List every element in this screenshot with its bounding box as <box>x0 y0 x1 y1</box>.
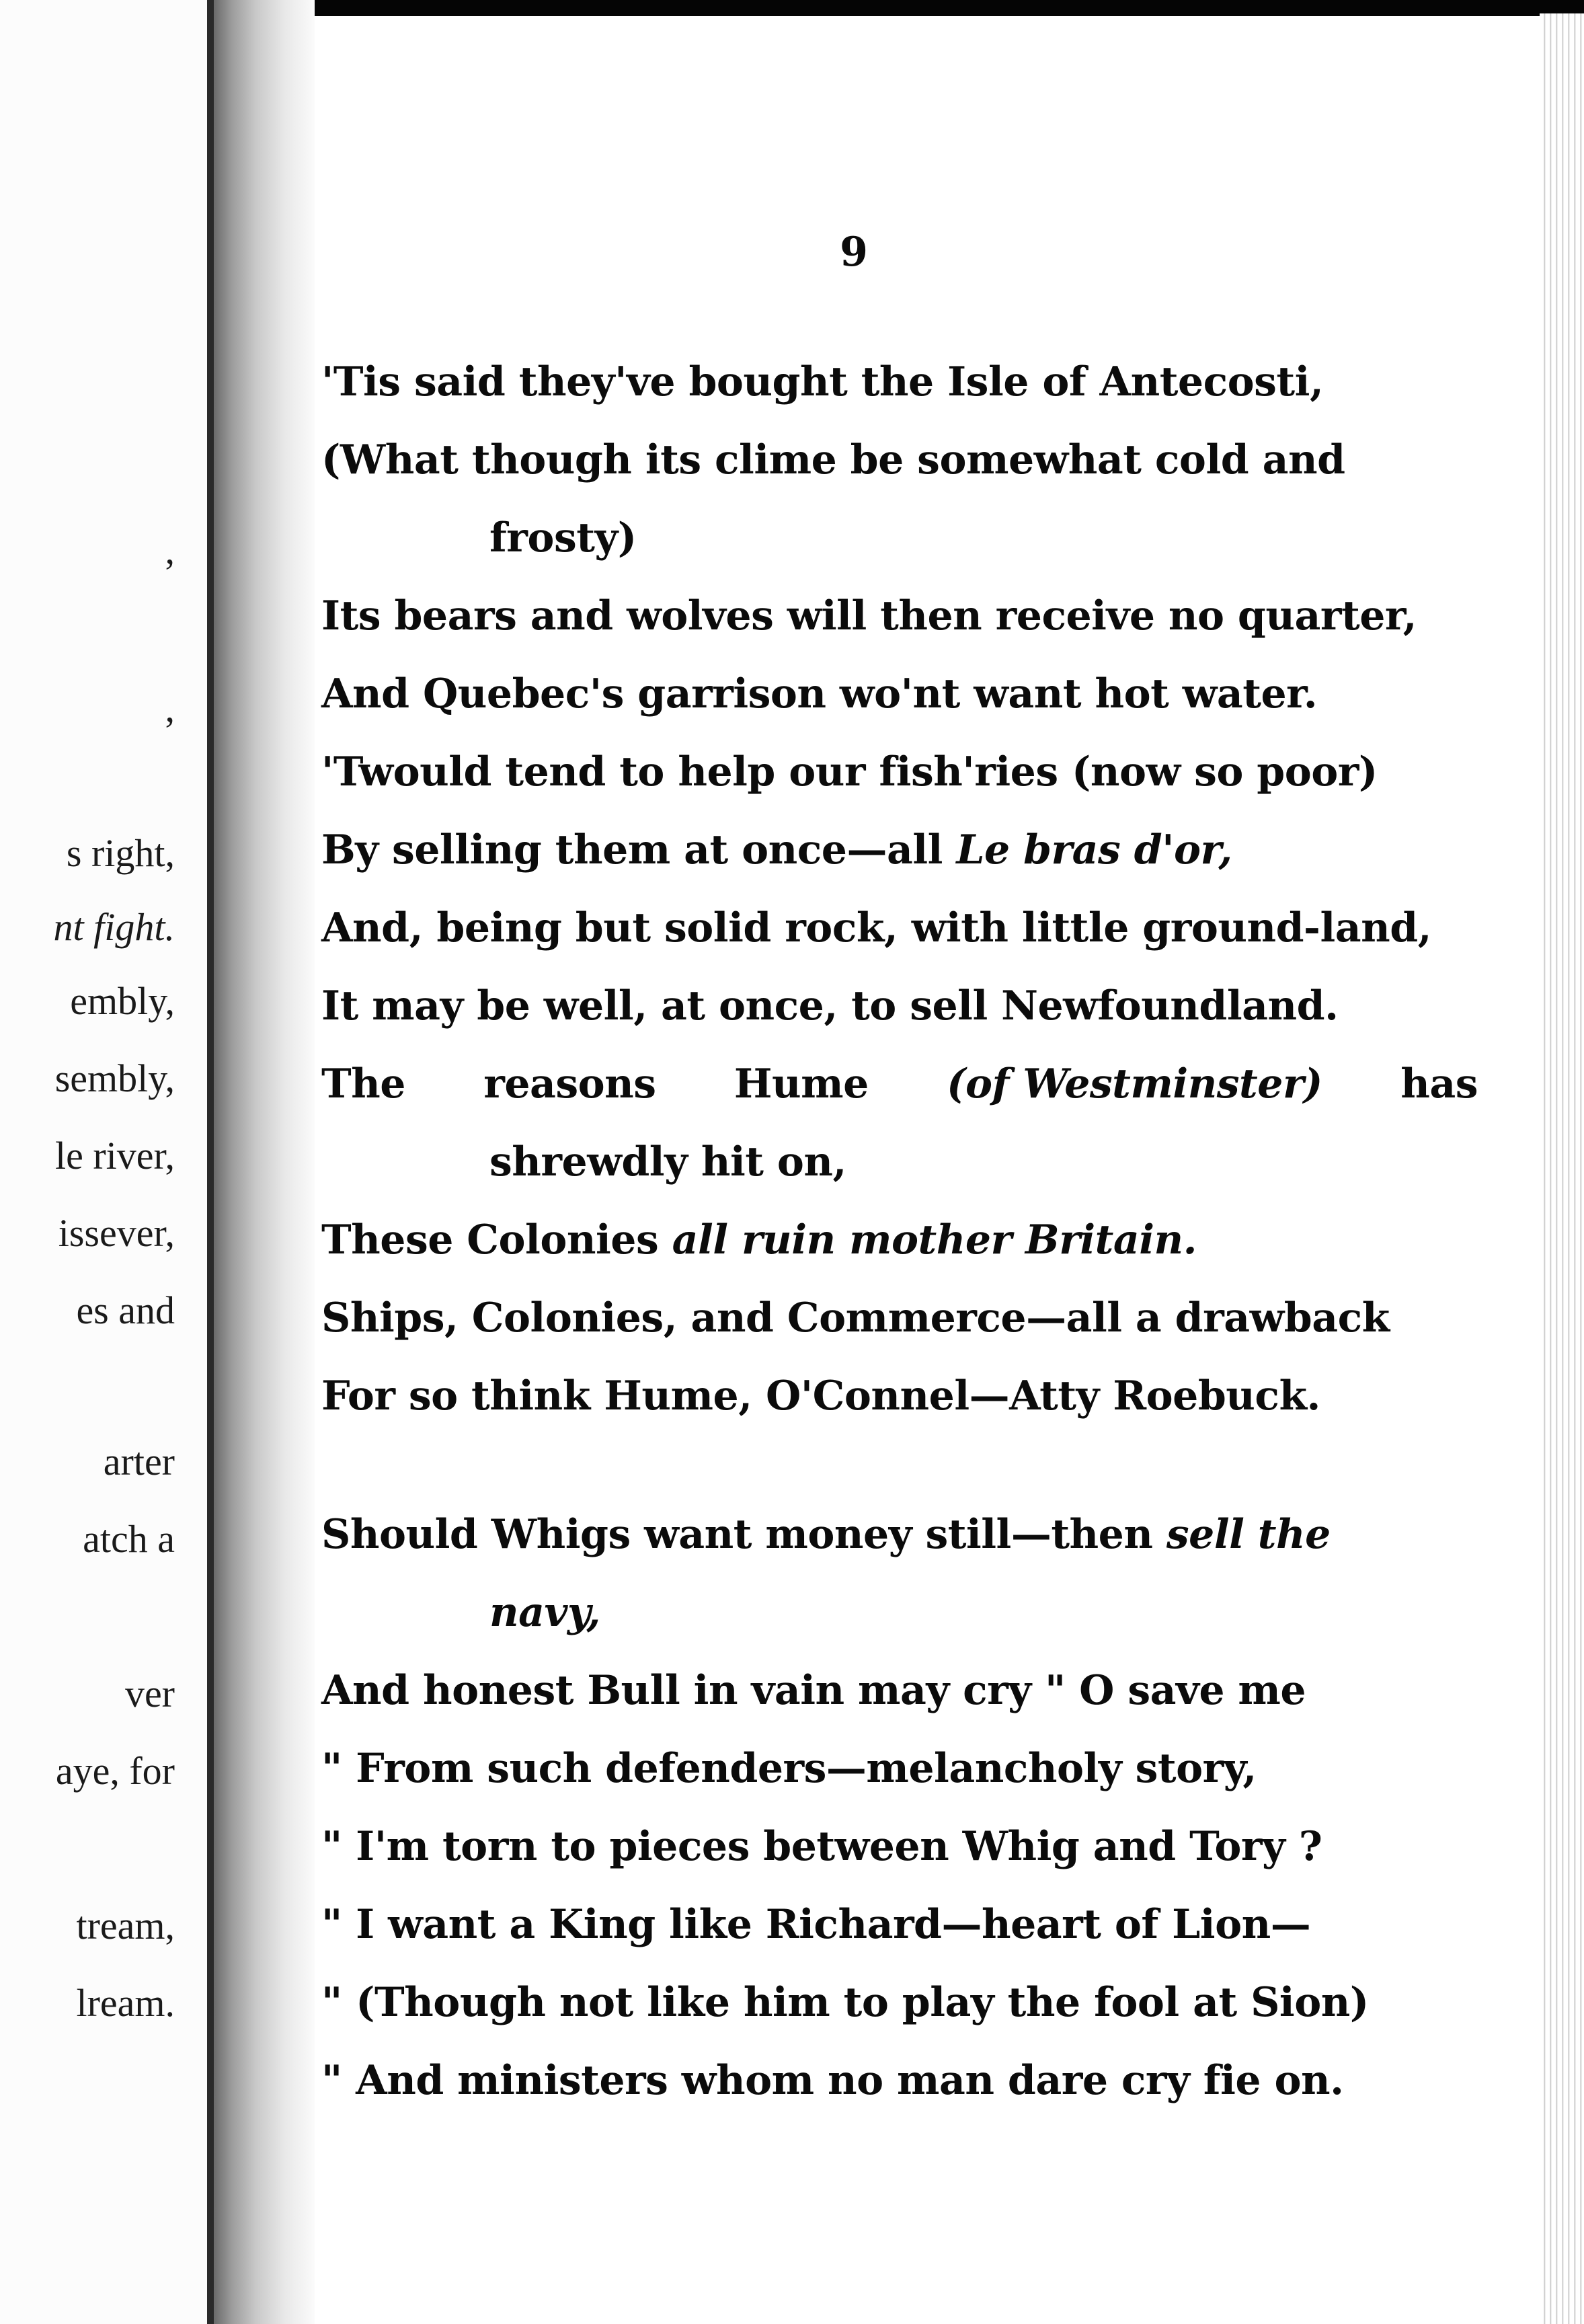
poem-line: " I'm torn to pieces between Whig and Tory ? <box>321 1823 1322 1870</box>
page-edge-stack <box>1540 13 1584 2324</box>
facing-page-fragment: nt fight. <box>53 905 175 949</box>
poem-word: has <box>1400 1060 1478 1108</box>
poem-line: " And ministers whom no man dare cry fie on. <box>321 2057 1344 2104</box>
poem-line-italic: all ruin mother Britain. <box>672 1216 1197 1264</box>
facing-page <box>0 0 215 2324</box>
poem-line <box>321 1045 1478 1123</box>
poem-line-continuation: frosty) <box>489 514 637 561</box>
facing-page-text <box>0 0 215 2324</box>
facing-page-fragment: sembly, <box>54 1056 175 1100</box>
poem-line: And Quebec's garrison wo'nt want hot water. <box>321 670 1318 718</box>
scan-top-edge <box>208 0 1584 16</box>
facing-page-fragment: es and <box>76 1288 175 1332</box>
poem-line: And honest Bull in vain may cry " O save me <box>321 1667 1306 1714</box>
poem-line <box>321 1496 1478 1574</box>
poem-text <box>321 343 1478 2120</box>
poem-line <box>321 1201 1478 1279</box>
poem-line: It may be well, at once, to sell Newfoundland. <box>321 982 1339 1030</box>
book-gutter <box>214 0 315 2324</box>
poem-word: The <box>321 1060 405 1108</box>
poem-word: Hume <box>734 1060 869 1108</box>
poem-line-roman: These Colonies <box>321 1216 672 1264</box>
poem-line-roman: Should Whigs want money still—then <box>321 1511 1166 1558</box>
poem-line: Ships, Colonies, and Commerce—all a drawback <box>321 1294 1390 1342</box>
poem-line: " From such defenders—melancholy story, <box>321 1745 1257 1792</box>
facing-page-fragment: lream. <box>76 1981 175 2025</box>
poem-line-italic: Le bras d'or, <box>956 826 1232 874</box>
facing-page-fragment: le river, <box>54 1134 175 1177</box>
facing-page-fragment: s right, <box>66 831 175 875</box>
facing-page-fragment: embly, <box>70 979 175 1023</box>
poem-line: For so think Hume, O'Connel—Atty Roebuck. <box>321 1372 1320 1420</box>
poem-line <box>321 811 1478 889</box>
poem-line-continuation: navy, <box>489 1589 600 1636</box>
poem-line: 'Twould tend to help our fish'ries (now so poor) <box>321 748 1378 796</box>
facing-page-fragment: , <box>165 687 175 730</box>
poem-word: reasons <box>483 1060 656 1108</box>
facing-page-fragment: atch a <box>83 1517 175 1561</box>
facing-page-fragment: aye, for <box>55 1749 175 1793</box>
poem-word-italic: (of Westminster) <box>947 1060 1322 1108</box>
facing-page-fragment: issever, <box>58 1211 175 1255</box>
facing-page-fragment: ver <box>124 1672 175 1715</box>
facing-page-fragment: tream, <box>76 1904 175 1947</box>
facing-page-fragment: , <box>165 529 175 572</box>
poem-line: " (Though not like him to play the fool at Sion) <box>321 1979 1369 2026</box>
poem-line: Its bears and wolves will then receive no quarter, <box>321 592 1417 640</box>
page-number: 9 <box>840 229 868 276</box>
poem-line: 'Tis said they've bought the Isle of Antecosti, <box>321 358 1324 405</box>
poem-line: And, being but solid rock, with little ground-land, <box>321 904 1432 952</box>
facing-page-fragment: arter <box>103 1440 175 1483</box>
poem-line-continuation: shrewdly hit on, <box>489 1138 846 1186</box>
poem-line-roman: By selling them at once—all <box>321 826 957 874</box>
poem-line: " I want a King like Richard—heart of Lion— <box>321 1901 1311 1948</box>
poem-line: (What though its clime be somewhat cold and <box>321 436 1345 483</box>
poem-line-italic: sell the <box>1166 1511 1331 1558</box>
